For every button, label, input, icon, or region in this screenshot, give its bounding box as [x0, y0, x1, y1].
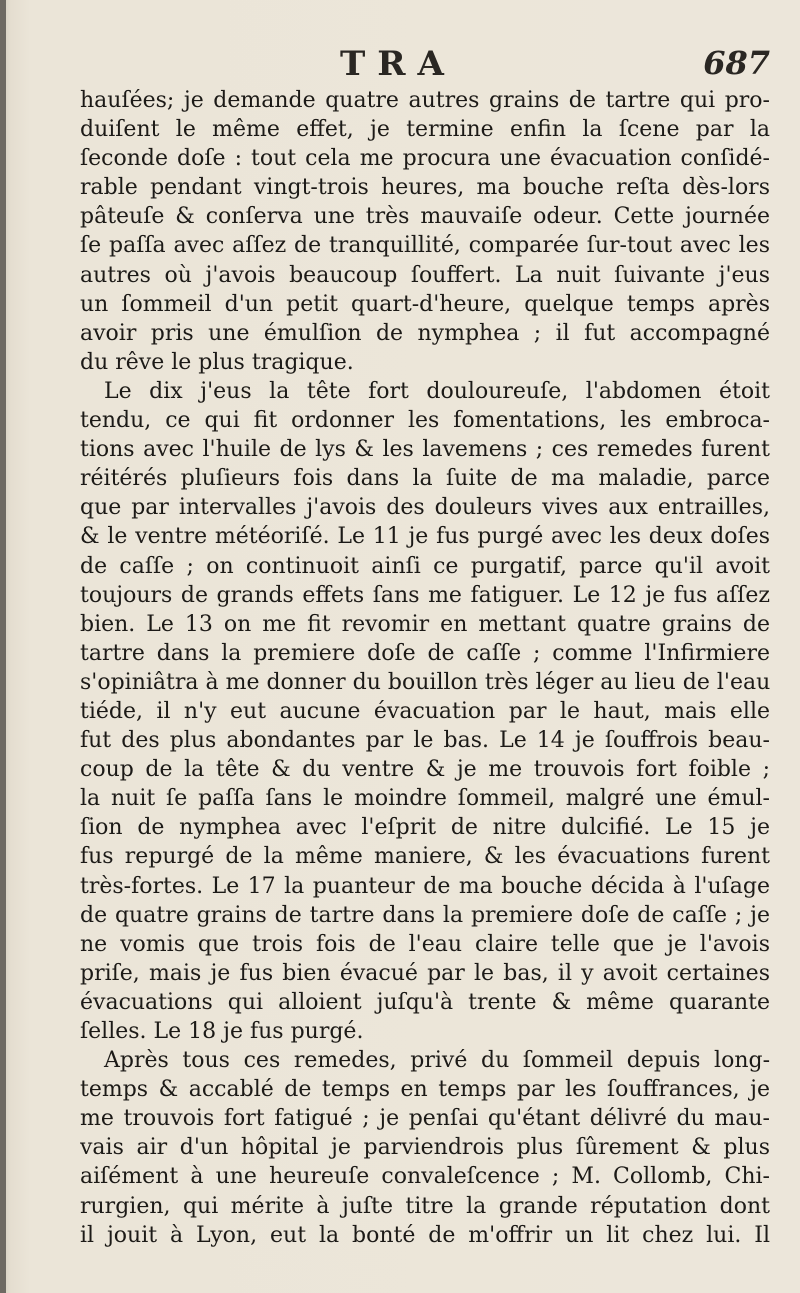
text-line: pâteuſe & conſerva une très mauvaiſe odeur. Cette journée: [80, 204, 770, 230]
text-line: ne vomis que trois fois de l'eau claire telle que je l'avois: [80, 931, 770, 957]
text-line: fut des plus abondantes par le bas. Le 14 je ſouffrois beau-: [80, 728, 770, 754]
text-line: la nuit ſe paſſa ſans le moindre ſommeil, malgré une émul-: [80, 786, 770, 812]
text-line: tiéde, il n'y eut aucune évacuation par le haut, mais elle: [80, 698, 770, 724]
text-line: s'opiniâtra à me donner du bouillon très léger au lieu de l'eau: [80, 669, 770, 695]
text-line: bien. Le 13 on me fit revomir en mettant quatre grains de: [80, 611, 770, 637]
text-line: avoir pris une émulſion de nymphea ; il fut accompagné: [80, 320, 770, 346]
running-head: TRA: [340, 44, 456, 84]
gutter-shadow: [0, 0, 6, 1293]
text-line: du rêve le plus tragique.: [80, 349, 354, 375]
text-line: vais air d'un hôpital je parviendrois plus ſûrement & plus: [80, 1135, 770, 1161]
text-line: autres où j'avois beaucoup ſouffert. La nuit ſuivante j'eus: [80, 262, 770, 288]
text-line: priſe, mais je fus bien évacué par le bas, il y avoit certaines: [80, 960, 770, 986]
text-line: rable pendant vingt-trois heures, ma bouche reſta dès-lors: [80, 175, 770, 201]
text-line: Après tous ces remedes, privé du ſommeil depuis long-: [104, 1048, 770, 1074]
text-line: ſe paſſa avec aſſez de tranquillité, comparée ſur-tout avec les: [80, 233, 770, 259]
text-line: évacuations qui alloient juſqu'à trente & même quarante: [80, 989, 770, 1015]
text-line: toujours de grands effets ſans me fatiguer. Le 12 je fus aſſez: [80, 582, 770, 608]
text-line: & le ventre météoriſé. Le 11 je fus purgé avec les deux doſes: [80, 524, 770, 550]
text-line: ſion de nymphea avec l'eſprit de nitre dulcifié. Le 15 je: [80, 815, 770, 841]
text-line: très-fortes. Le 17 la puanteur de ma bouche décida à l'uſage: [80, 873, 770, 899]
text-line: coup de la tête & du ventre & je me trouvois fort foible ;: [80, 757, 770, 783]
text-line: duiſent le même effet, je termine enfin la ſcene par la: [80, 117, 770, 143]
text-line: de quatre grains de tartre dans la premiere doſe de caſſe ; je: [80, 902, 770, 928]
text-line: ſeconde doſe : tout cela me procura une évacuation conſidé-: [80, 146, 770, 172]
text-line: tartre dans la premiere doſe de caſſe ; comme l'Infirmiere: [80, 640, 770, 666]
text-line: aiſément à une heureuſe convaleſcence ; M. Collomb, Chi-: [80, 1164, 770, 1190]
text-line: fus repurgé de la même maniere, & les évacuations furent: [80, 844, 770, 870]
text-line: de caſſe ; on continuoit ainſi ce purgatif, parce qu'il avoit: [80, 553, 770, 579]
body-text: [80, 86, 770, 1250]
text-line: ſelles. Le 18 je fus purgé.: [80, 1019, 364, 1044]
text-line: tions avec l'huile de lys & les lavemens ; ces remedes furent: [80, 437, 770, 463]
text-line: il jouit à Lyon, eut la bonté de m'offrir un lit chez lui. Il: [80, 1222, 770, 1248]
text-line: temps & accablé de temps en temps par les ſouffrances, je: [80, 1077, 770, 1103]
text-line: tendu, ce qui fit ordonner les fomentations, les embroca-: [80, 408, 770, 434]
text-line: réitérés pluſieurs fois dans la ſuite de ma maladie, parce: [80, 466, 770, 492]
text-line: Le dix j'eus la tête fort douloureuſe, l'abdomen étoit: [104, 378, 770, 404]
page-number: 687: [703, 44, 770, 82]
text-line: rurgien, qui mérite à juſte titre la grande réputation dont: [80, 1193, 770, 1219]
page-header: [80, 40, 770, 84]
text-line: hauſées; je demande quatre autres grains de tartre qui pro-: [80, 88, 770, 113]
text-line: que par intervalles j'avois des douleurs vives aux entrailles,: [80, 495, 770, 521]
text-line: un ſommeil d'un petit quart-d'heure, quelque temps après: [80, 291, 770, 317]
text-line: me trouvois fort fatigué ; je penſai qu'étant délivré du mau-: [80, 1106, 770, 1132]
